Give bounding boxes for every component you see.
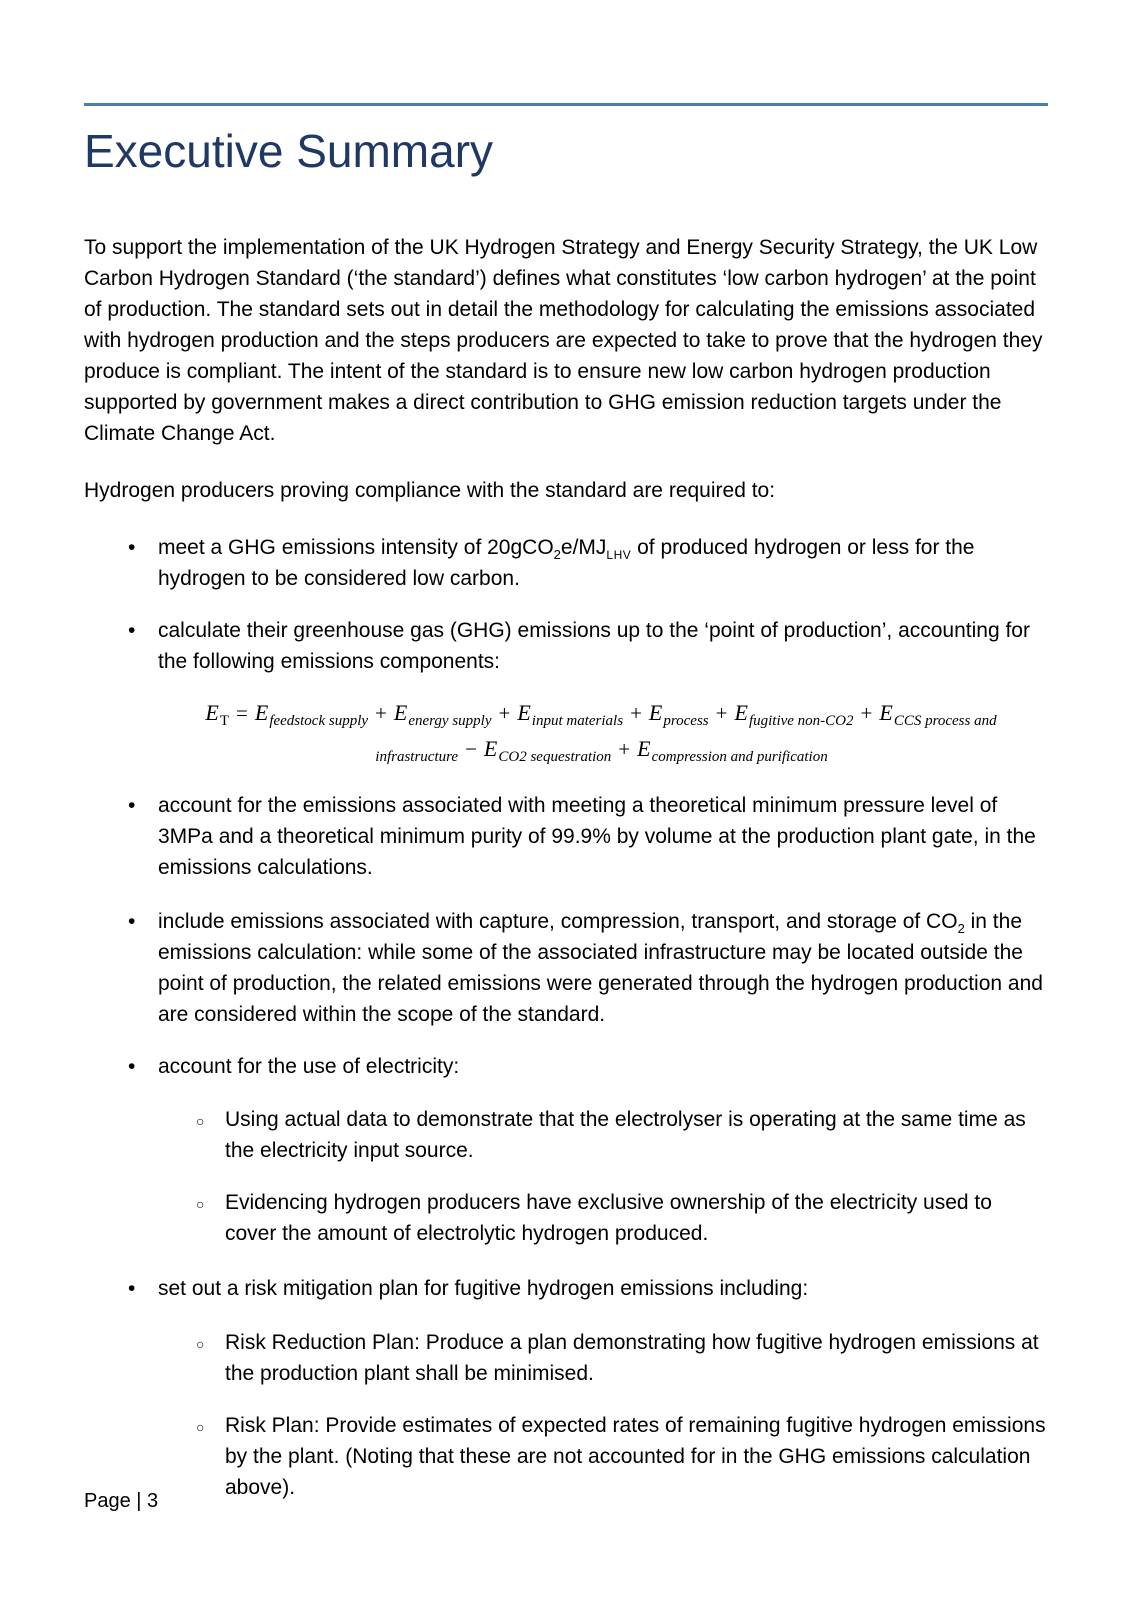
subbullet-risk-reduction-plan: [84, 1327, 1048, 1389]
bullet-disc-icon: •: [128, 1277, 136, 1300]
bullet-text: meet a GHG emissions intensity of $20gCO_2e/MJ_{LHV}$ of produced hydrogen or less for the hydrogen to be considered low carbon.: [158, 536, 975, 590]
bullet-risk-mitigation: [84, 1273, 1048, 1304]
intro-paragraph: To support the implementation of the UK Hydrogen Strategy and Energy Security Strategy, the UK Low Carbon Hydrogen Standard (‘the standard’) defines what constitutes ‘low carbon hydrogen’ at the point of production. The standard sets out in detail the methodology for calculating the emissions associated with hydrogen production and the steps producers are expected to take to prove that the hydrogen they produce is compliant. The intent of the standard is to ensure new low carbon hydrogen production supported by government makes a direct contribution to GHG emission reduction targets under the Climate Change Act.: [84, 236, 1043, 445]
bullet-circle-icon: ○: [196, 1196, 205, 1212]
bullet-disc-icon: •: [128, 794, 136, 817]
bullet-disc-icon: •: [128, 1055, 136, 1078]
page-title: Executive Summary: [84, 125, 494, 177]
bullet-text: set out a risk mitigation plan for fugitive hydrogen emissions including:: [158, 1277, 809, 1300]
bullet-circle-icon: ○: [196, 1336, 205, 1352]
bullet-circle-icon: ○: [196, 1419, 205, 1435]
bullet-text: calculate their greenhouse gas (GHG) emissions up to the ‘point of production’, accounting for the following emissions components:: [158, 619, 1030, 673]
bullet-calculate-ghg: [84, 615, 1048, 677]
bullet-ghg-intensity: [84, 532, 1048, 594]
equation-line-2: $_{infrastructure} - E_{CO2 sequestration} + E_{compression and purification}$: [375, 736, 828, 766]
bullet-electricity: [84, 1051, 1048, 1082]
equation-line-1: $E_T = E_{feedstock supply} + E_{energy supply} + E_{input materials} + E_{process} + E_{fugitive non-CO2} + E_{CCS process and}$: [205, 700, 997, 730]
subbullet-text: Evidencing hydrogen producers have exclusive ownership of the electricity used to cover the amount of electrolytic hydrogen produced.: [225, 1191, 992, 1245]
bullet-circle-icon: ○: [196, 1113, 205, 1129]
header-rule: [84, 103, 1048, 106]
subbullet-actual-data: [84, 1104, 1048, 1166]
subbullet-text: Risk Reduction Plan: Produce a plan demonstrating how fugitive hydrogen emissions at the production plant shall be minimised.: [225, 1331, 1039, 1385]
bullet-disc-icon: •: [128, 536, 136, 559]
bullet-text: account for the emissions associated with meeting a theoretical minimum pressure level of 3MPa and a theoretical minimum purity of 99.9% by volume at the production plant gate, in the emissions calculations.: [158, 794, 1036, 879]
bullet-disc-icon: •: [128, 910, 136, 933]
bullet-pressure-purity: [84, 790, 1048, 883]
subbullet-text: Using actual data to demonstrate that the electrolyser is operating at the same time as the electricity input source.: [225, 1108, 1026, 1162]
bullet-text: include emissions associated with capture, compression, transport, and storage of $CO_2$ in the emissions calculation: while some of the associated infrastructure may be located outside the point of production, the related emissions were generated through the hydrogen production and are considered within the scope of the standard.: [158, 910, 1043, 1026]
page-footer: Page | 3: [84, 1490, 159, 1512]
lead-in-paragraph: Hydrogen producers proving compliance with the standard are required to:: [84, 479, 776, 502]
subbullet-exclusive-ownership: [84, 1187, 1048, 1249]
subbullet-risk-plan: [84, 1410, 1048, 1503]
bullet-disc-icon: •: [128, 619, 136, 642]
emissions-equation: [84, 695, 1048, 767]
subbullet-text: Risk Plan: Provide estimates of expected rates of remaining fugitive hydrogen emissions by the plant. (Noting that these are not accounted for in the GHG emissions calculation above).: [225, 1414, 1046, 1499]
bullet-text: account for the use of electricity:: [158, 1055, 460, 1078]
bullet-co2-storage: [84, 906, 1048, 1030]
